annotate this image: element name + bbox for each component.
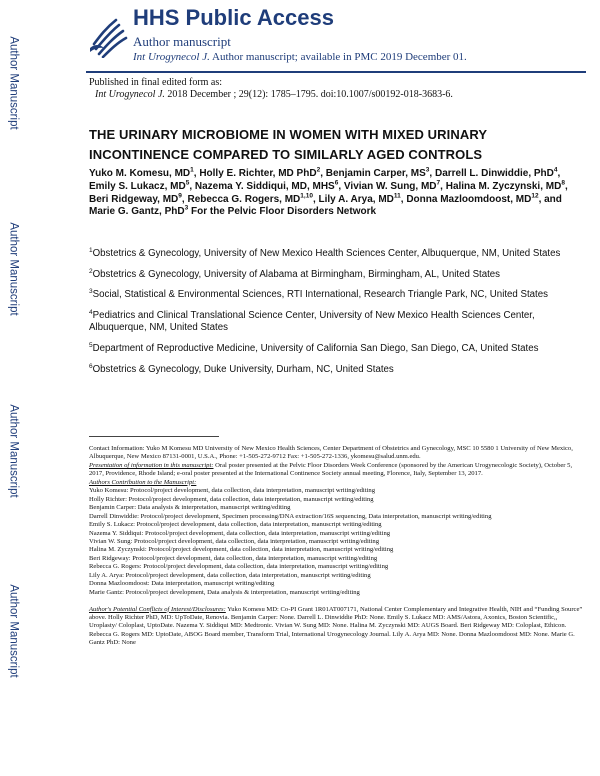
author-list: Yuko M. Komesu, $MD^1$, Holly E. Richter, MD PhD$^2$, Benjamin Carper, $MS^3$, Darrell L. Dinwiddie, PhD$^4$, Emily S. Lukacz, $MD^5$, Nazema Y. Siddiqui, MD, MHS$^6$, Vivian W. Sung, $MD^7$, Halina M. Zyczynski, $MD^8$, Beri Ridgeway, $MD^9$, Rebecca G. Rogers, MD$^{1,10}$, Lily A. Arya, MD$^{11}$, Donna Mazloomdoost, MD$^{12}$, and Marie G. Gantz, PhD$^3$ For the Pelvic Floor Disorders Network	[89, 166, 568, 218]
contribution-item: Yuko Komesu: Protocol/project development, data collection, data interpretation, manuscript writing/editing	[89, 487, 376, 495]
author-affiliation-sup: 6	[334, 179, 339, 187]
author-affiliation-sup: 2	[316, 166, 321, 174]
side-label-1: Author Manuscript	[8, 36, 21, 130]
affiliation-item	[89, 343, 579, 356]
contact-info: Contact Information: Yuko M Komesu MD University of New Mexico Health Sciences, Center Department of Obstetrics and Gynecology, MSC 10 5580 1 University of New Mexico, Albuquerque, New Mexico 87131-0001, U.S.A., Phone: +1-505-272-9712 Fax: +1-505-272-1336, ykomesu@salud.unm.edu.	[89, 445, 573, 461]
author-affiliation-sup: 3	[425, 166, 430, 174]
author-name: Nazema Y. Siddiqui, MD, MHS	[194, 180, 335, 192]
availability-line: Int Urogynecol J. Author manuscript; available in PMC 2019 December 01.	[133, 51, 467, 63]
author-name: Yuko M. Komesu, MD	[89, 168, 191, 179]
contribution-item: Darrell Dinwiddie: Protocol/project development, Specimen processing/DNA extraction/16S sequencing, Data interpretation, manuscript writing/editing	[89, 512, 492, 520]
author-affiliation-sup: 9	[178, 192, 182, 200]
author-name: Vivian W. Sung, MD	[343, 180, 437, 192]
contribution-item: Nazema Y. Siddiqui: Protocol/project development, data collection, data interpretation, manuscript writing/editing	[89, 529, 391, 537]
affiliation-text: Obstetrics & Gynecology, University of New Mexico Health Sciences Center, Albuquerque, NM, United States	[92, 248, 561, 259]
affiliation-number: 1	[89, 246, 93, 254]
contribution-item: Emily S. Lukacz: Protocol/project development, data collection, data interpretation, manuscript writing/editing	[89, 521, 382, 529]
contribution-item: Donna Mazloomdoost: Data interpretation, manuscript writing/editing	[89, 580, 275, 588]
side-label-3: Author Manuscript	[8, 404, 21, 498]
affiliation-item	[89, 248, 579, 261]
contribution-item: Benjamin Carper: Data analysis & interpretation, manuscript writing/editing	[89, 504, 291, 512]
author-name: Emily S. Lukacz, MD	[89, 180, 186, 192]
affiliation-item	[89, 364, 579, 377]
author-affiliation-sup: 12	[531, 192, 539, 200]
author-name: Holly E. Richter, MD PhD	[199, 168, 317, 179]
contribution-item: Beri Ridgeway: Protocol/project development, data collection, data interpretation, manuscript writing/editing	[89, 554, 378, 562]
affiliation-number: 4	[89, 308, 93, 316]
conflicts-note: Author's Potential Conflicts of Interest/Disclosures: Yuko Komesu MD: Co-PI Grant 1R01AT007171, National Center Complementary and Integrative Health, NIH and “Funding Source” above. Holly Richter PhD, MD: UpToDate, Renovia. Benjamin Carper: None. Darrell L. Dinwiddie PhD: None. Emily S. Lukacz MD: AMS/Astora, Axonics, Boston Scientific,, Uroplasty/ Coloplast, UptoDate. Nazema Y. Siddiqui MD: Medtronic. Vivian W. Sung MD: None. Halina M. Zyczynski MD: AUGS Board. Beri Ridgeway MD: Coloplast, Ethicon. Rebecca G. Rogers MD: UptoDate, ABOG Board member, Transform Trial, International Urogynecology Journal. Lily A. Arya MD: None. Donna Mazloomdoost MD: None. Marie G. Gantz PhD: None	[89, 605, 583, 647]
side-label-4: Author Manuscript	[8, 584, 21, 678]
affiliation-number: 3	[89, 287, 93, 295]
author-affiliation-sup: 8	[561, 179, 565, 187]
author-group: For the Pelvic Floor Disorders Network	[190, 206, 377, 218]
contribution-item: Holly Richter: Protocol/project development, data collection, data interpretation, manuscript writing/editing	[89, 495, 374, 503]
contributions-heading: Authors Contribution to the Manuscript:	[89, 478, 197, 486]
affiliation-number: 2	[89, 267, 93, 275]
author-name: Rebecca G. Rogers, MD	[187, 193, 301, 205]
contributions-list	[89, 487, 586, 597]
author-name: Beri Ridgeway, MD	[89, 193, 179, 205]
author-name: Benjamin Carper, MS	[325, 168, 426, 179]
author-affiliation-sup: 4	[553, 166, 558, 174]
author-affiliation-sup: 7	[436, 179, 441, 187]
hhs-public-access-title: HHS Public Access	[133, 5, 334, 30]
footnote-divider	[89, 436, 219, 437]
author-name: Lily A. Arya, MD	[318, 193, 394, 205]
contribution-item: Lily A. Arya: Protocol/project development, data collection, data interpretation, manuscript writing/editing	[89, 571, 371, 579]
hhs-eagle-logo	[86, 14, 130, 58]
published-label: Published in final edited form as:	[89, 77, 223, 88]
affiliations	[89, 248, 579, 384]
citation: Int Urogynecol J. 2018 December ; 29(12): 1785–1795. doi:10.1007/s00192-018-3683-6.	[95, 89, 453, 100]
affiliation-text: Pediatrics and Clinical Translational Science Center, University of New Mexico Health Sciences Center, Albuquerque, NM, United States	[89, 309, 535, 334]
affiliation-item	[89, 269, 579, 282]
author-affiliation-sup: 5	[185, 179, 190, 187]
affiliation-text: Department of Reproductive Medicine, University of California San Diego, San Diego, CA, United States	[92, 342, 539, 354]
footnotes	[89, 445, 586, 648]
author-affiliation-sup: 1,10	[300, 192, 313, 200]
affiliation-item	[89, 289, 579, 302]
contribution-item: Vivian W. Sung: Protocol/project development, data collection, data interpretation, manuscript writing/editing	[89, 537, 380, 545]
contribution-item: Marie Gantz: Protocol/project development, Data analysis & interpretation, manuscript writing/editing	[89, 588, 360, 596]
affiliation-item	[89, 310, 579, 335]
article-title: THE URINARY MICROBIOME IN WOMEN WITH MIXED URINARY INCONTINENCE COMPARED TO SIMILARLY AGED CONTROLS	[89, 127, 487, 162]
author-name: Halina M. Zyczynski, MD	[445, 180, 562, 192]
contribution-item: Halina M. Zyczynski: Protocol/project development, data collection, data interpretation, manuscript writing/editing	[89, 546, 394, 554]
contribution-item: Rebecca G. Rogers: Protocol/project development, data collection, data interpretation, manuscript writing/editing	[89, 563, 389, 571]
author-manuscript-label: Author manuscript	[133, 34, 231, 49]
affiliation-number: 5	[89, 341, 93, 349]
author-name: Darrell L. Dinwiddie, PhD	[434, 168, 554, 179]
affiliation-text: Obstetrics & Gynecology, University of Alabama at Birmingham, Birmingham, AL, United States	[92, 268, 501, 280]
author-name: Marie G. Gantz, PhD	[89, 206, 185, 218]
author-affiliation-sup: 1	[190, 166, 194, 174]
affiliation-number: 6	[89, 362, 93, 370]
affiliation-text: Social, Statistical & Environmental Sciences, RTI International, Research Triangle Park, NC, United States	[92, 289, 548, 301]
affiliation-text: Obstetrics & Gynecology, Duke University, Durham, NC, United States	[92, 363, 394, 375]
author-name: Donna Mazloomdoost, MD	[406, 193, 532, 205]
author-affiliation-sup: 11	[393, 192, 401, 200]
presentation-note: Presentation of information in this manuscript: Oral poster presented at the Pelvic Floor Disorders Week Conference (sponsored by the American Urogynecologic Society), October 5, 2017, Providence, Rhode Island; e-oral poster presented at the International Continence Society annual meeting, Florence, Italy, September 13, 2017.	[89, 461, 573, 478]
header-divider	[86, 71, 586, 73]
author-affiliation-sup: 3	[184, 205, 189, 213]
side-label-2: Author Manuscript	[8, 222, 21, 316]
